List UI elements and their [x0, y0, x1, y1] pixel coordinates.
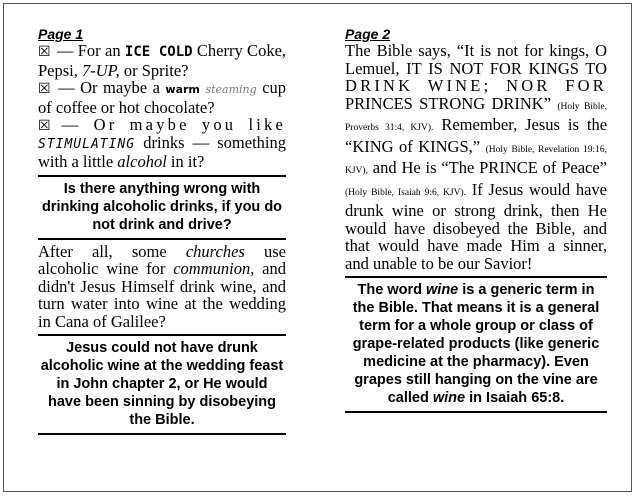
question-stimulating-drinks — [38, 116, 286, 171]
churches-word: churches — [185, 241, 245, 261]
callout-c: in Isaiah 65:8. — [469, 390, 565, 406]
para-b: use alcoholic wine for — [38, 241, 287, 278]
reference-proverbs: (Holy Bible, Proverbs 31:4, KJV). — [345, 101, 607, 133]
q1-post: Cherry Coke, Pepsi, — [38, 41, 287, 80]
callout-a: The word — [357, 282, 422, 298]
stimulating-label: STIMULATING — [38, 136, 136, 152]
callout-alcohol-question: Is there anything wrong with drinking alcoholic drinks, if you do not drink and drive? — [41, 180, 283, 233]
ice-cold-label: ICE COLD — [124, 44, 193, 60]
checkbox-x-icon: ☒ — [38, 81, 51, 97]
question-cold-drinks — [38, 42, 286, 79]
page-1-column — [38, 27, 286, 438]
callout-wedding-feast: Jesus could not have drunk alcoholic wine at the wedding feast in John chapter 2, or He would have been sinning by disobeying the Bible. — [40, 340, 284, 428]
page-1-title: Page 1 — [38, 26, 84, 42]
reference-isaiah: (Holy Bible, Isaiah 9:6, KJV). — [345, 187, 467, 198]
paragraph-communion — [38, 243, 286, 331]
q3-pre: — Or maybe you like — [61, 115, 287, 134]
para-a: After all, some — [38, 241, 167, 261]
checkbox-x-icon: ☒ — [38, 44, 51, 60]
checkbox-x-icon: ☒ — [38, 118, 51, 134]
divider — [38, 238, 286, 240]
wine-word: wine — [432, 390, 466, 406]
steaming-label: steaming — [205, 83, 257, 96]
q2-post: cup of coffee or hot chocolate? — [38, 78, 287, 117]
question-hot-drinks — [38, 79, 286, 116]
wine-word: wine — [426, 282, 459, 298]
callout-b: is a generic term in the Bible. That means it is a general term for a whole group or class of grape-related products (like generic medicine at the pharmacy). Even grapes still hanging on the vine are called — [352, 282, 600, 406]
divider — [345, 411, 607, 413]
communion-word: communion — [173, 259, 251, 278]
passage-king-of-kings: Remember, Jesus is the “KING of KINGS,” — [345, 115, 608, 156]
q3-post: drinks — something with a little — [38, 132, 287, 171]
divider — [38, 175, 286, 177]
q1-pre: — For an — [56, 41, 121, 60]
seven-up-label: 7-UP, — [82, 60, 120, 80]
callout-wine-generic-term — [345, 281, 607, 407]
page-2-column — [345, 27, 607, 416]
para-c: , and didn't Jesus Himself drink wine, and turn water into wine at the wedding in Cana of Galilee? — [38, 259, 286, 331]
passage-conclusion: If Jesus would have drunk wine or strong drink, then He would have disobeyed the Bible, and that would have made Him a sinner, and unable to be our Savior! — [345, 179, 607, 273]
q2-pre: — Or maybe a — [58, 78, 160, 97]
bible-passage — [345, 42, 607, 272]
page-2-title: Page 2 — [345, 26, 391, 42]
q1-end: or Sprite? — [123, 60, 189, 80]
passage-line-1: The Bible says, “It is not for kings, O Lemuel, IT IS NOT FOR KINGS TO — [345, 41, 607, 78]
passage-line-3: PRINCES STRONG DRINK” — [345, 93, 552, 113]
warm-label: warm — [165, 83, 200, 96]
alcohol-label: alcohol — [117, 152, 167, 171]
divider — [38, 433, 286, 435]
divider — [38, 334, 286, 336]
q3-end: in it? — [170, 152, 205, 171]
reference-revelation: (Holy Bible, Revelation 19:16, KJV), — [345, 144, 607, 176]
divider — [345, 276, 607, 278]
passage-line-2: DRINK WINE; NOR FOR — [345, 76, 607, 95]
passage-prince-of-peace: and He is “The PRINCE of Peace” — [372, 158, 607, 177]
